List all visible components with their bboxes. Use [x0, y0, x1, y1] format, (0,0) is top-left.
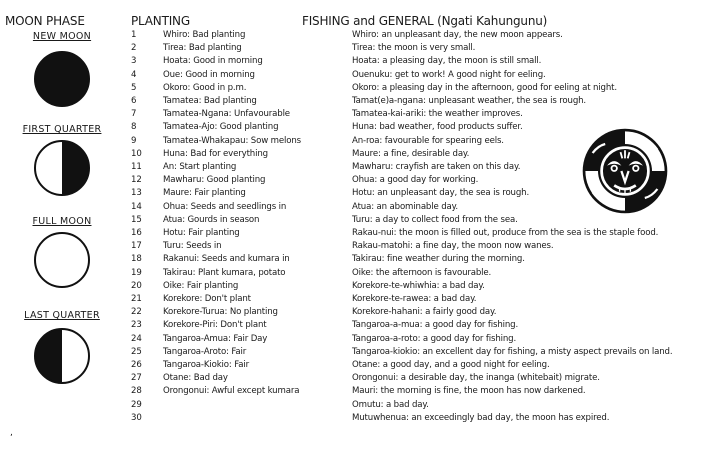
day-number: 14 [131, 201, 142, 212]
day-number: 5 [131, 82, 137, 93]
day-number: 16 [131, 228, 142, 238]
day-number: 23 [131, 320, 142, 331]
planting-entry: Orongonui: Awful except kumara [163, 386, 300, 397]
fishing-entry: Korekore-hahani: a fairly good day. [352, 307, 497, 318]
day-number: 10 [131, 148, 142, 159]
calendar-row [0, 360, 719, 371]
day-number: 13 [131, 188, 142, 199]
planting-entry: Ohua: Seeds and seedlings in [163, 201, 287, 212]
planting-entry: Hoata: Good in morning [163, 56, 263, 67]
day-number: 22 [131, 307, 142, 318]
calendar-row [0, 413, 719, 424]
calendar-row [0, 215, 719, 226]
day-number: 24 [131, 333, 142, 344]
planting-entry: Hotu: Fair planting [163, 228, 240, 238]
maori-tattoo-sun-emblem-icon [580, 126, 670, 216]
fishing-entry: Turu: a day to collect food from the sea. [352, 214, 518, 225]
planting-entry: Atua: Gourds in season [163, 214, 260, 225]
planting-entry: Tamatea-Ngana: Unfavourable [163, 109, 290, 120]
planting-entry: Tamatea-Whakapau: Sow melons [163, 135, 302, 146]
day-number: 19 [131, 267, 142, 278]
day-number: 21 [131, 294, 142, 304]
planting-entry: Tangaroa-Aroto: Fair [163, 346, 247, 357]
day-number: 25 [131, 346, 142, 357]
calendar-row [0, 254, 719, 265]
fishing-entry: Tirea: the moon is very small. [352, 43, 476, 54]
day-number: 8 [131, 122, 137, 133]
planting-entry: Mawharu: Good planting [163, 175, 266, 186]
moon-phase-column [0, 0, 124, 452]
fishing-entry: Tamat(e)a-ngana: unpleasant weather, the sea is rough. [352, 96, 587, 106]
full-moon-label: FULL MOON [32, 216, 92, 227]
planting-entry: Tamatea-Ajo: Good planting [163, 122, 279, 133]
calendar-row [0, 56, 719, 67]
fishing-entry: Korekore-te-rawea: a bad day. [352, 294, 477, 304]
day-number: 15 [131, 214, 142, 225]
planting-entry: Korekore-Turua: No planting [163, 307, 278, 318]
day-number: 27 [131, 373, 142, 384]
planting-entry: Okoro: Good in p.m. [163, 82, 247, 93]
calendar-row [0, 386, 719, 397]
planting-entry: Oike: Fair planting [163, 280, 239, 291]
day-number: 6 [131, 96, 137, 106]
calendar-row [0, 347, 719, 358]
planting-entry: Whiro: Bad planting [163, 30, 246, 40]
planting-entry: Rakanui: Seeds and kumara in [163, 254, 290, 265]
fishing-entry: Huna: bad weather, food products suffer. [352, 122, 523, 133]
day-number: 12 [131, 175, 142, 186]
day-number: 7 [131, 109, 137, 120]
fishing-entry: Mauri: the morning is fine, the moon has now darkened. [352, 386, 586, 397]
planting-entry: Tangaroa-Amua: Fair Day [163, 333, 268, 344]
planting-entry: Korekore-Piri: Don't plant [163, 320, 267, 331]
fishing-entry: Ohua: a good day for working. [352, 175, 479, 186]
day-number: 9 [131, 135, 137, 146]
fishing-general-header: FISHING and GENERAL (Ngati Kahungunu) [302, 14, 548, 28]
last-quarter-label: LAST QUARTER [24, 310, 100, 321]
calendar-row [0, 43, 719, 54]
day-number: 11 [131, 162, 142, 172]
fishing-entry: Korekore-te-whiwhia: a bad day. [352, 280, 485, 291]
planting-entry: Maure: Fair planting [163, 188, 246, 199]
fishing-entry: Orongonui: a desirable day, the inanga (whitebait) migrate. [352, 373, 600, 384]
day-number: 20 [131, 280, 142, 291]
planting-entry: Tangaroa-Kiokio: Fair [163, 360, 249, 370]
fishing-entry: Mutuwhenua: an exceedingly bad day, the moon has expired. [352, 412, 610, 423]
day-number: 26 [131, 360, 142, 370]
fishing-entry: Omutu: a bad day. [352, 399, 429, 410]
day-number: 18 [131, 254, 142, 265]
fishing-entry: Atua: an abominable day. [352, 201, 458, 212]
moon-phase-header: MOON PHASE [5, 14, 85, 28]
calendar-row [0, 228, 719, 239]
planting-entry: An: Start planting [163, 162, 237, 172]
planting-entry: Tirea: Bad planting [163, 43, 242, 54]
new-moon-label: NEW MOON [32, 31, 92, 42]
day-number: 4 [131, 69, 137, 80]
day-number: 1 [131, 30, 137, 40]
calendar-row [0, 109, 719, 120]
fishing-entry: Hotu: an unpleasant day, the sea is rough. [352, 188, 530, 199]
fishing-entry: Maure: a fine, desirable day. [352, 148, 470, 159]
fishing-entry: Ouenuku: get to work! A good night for eeling. [352, 69, 546, 80]
corner-mark: , [10, 428, 13, 438]
calendar-row [0, 30, 719, 41]
calendar-row [0, 373, 719, 384]
fishing-entry: Whiro: an unpleasant day, the new moon appears. [352, 30, 563, 40]
calendar-row [0, 70, 719, 81]
fishing-entry: Okoro: a pleasing day in the afternoon, good for eeling at night. [352, 82, 617, 93]
planting-entry: Huna: Bad for everything [163, 148, 268, 159]
calendar-row [0, 83, 719, 94]
planting-entry: Otane: Bad day [163, 373, 228, 384]
fishing-entry: Tamatea-kai-ariki: the weather improves. [352, 109, 523, 120]
planting-entry: Tamatea: Bad planting [163, 96, 257, 106]
fishing-entry: Mawharu: crayfish are taken on this day. [352, 162, 521, 172]
calendar-row [0, 320, 719, 331]
planting-entry: Korekore: Don't plant [163, 294, 251, 304]
fishing-entry: Tangaroa-kiokio: an excellent day for fishing, a misty aspect prevails on land. [352, 346, 673, 357]
calendar-row [0, 307, 719, 318]
planting-entry: Takirau: Plant kumara, potato [163, 267, 286, 278]
calendar-row [0, 334, 719, 345]
day-number: 17 [131, 241, 142, 252]
day-number: 28 [131, 386, 142, 397]
fishing-entry: Otane: a good day, and a good night for eeling. [352, 360, 550, 370]
day-number: 3 [131, 56, 137, 67]
fishing-entry: Rakau-nui: the moon is filled out, produce from the sea is the staple food. [352, 228, 659, 238]
planting-entry: Oue: Good in morning [163, 69, 255, 80]
fishing-entry: Tangaroa-a-mua: a good day for fishing. [352, 320, 519, 331]
day-number: 2 [131, 43, 137, 54]
planting-header: PLANTING [131, 14, 190, 28]
calendar-row [0, 400, 719, 411]
fishing-entry: Oike: the afternoon is favourable. [352, 267, 492, 278]
calendar-row [0, 241, 719, 252]
calendar-row [0, 281, 719, 292]
fishing-entry: Tangaroa-a-roto: a good day for fishing. [352, 333, 517, 344]
calendar-row [0, 294, 719, 305]
fishing-entry: Hoata: a pleasing day, the moon is still small. [352, 56, 542, 67]
day-number: 29 [131, 399, 142, 410]
calendar-row [0, 96, 719, 107]
fishing-entry: Takirau: fine weather during the morning. [352, 254, 525, 265]
calendar-row [0, 268, 719, 279]
first-quarter-label: FIRST QUARTER [22, 124, 102, 135]
planting-entry: Turu: Seeds in [163, 241, 222, 252]
day-number: 30 [131, 412, 142, 423]
fishing-entry: Rakau-matohi: a fine day, the moon now wanes. [352, 241, 554, 252]
fishing-entry: An-roa: favourable for spearing eels. [352, 135, 504, 146]
